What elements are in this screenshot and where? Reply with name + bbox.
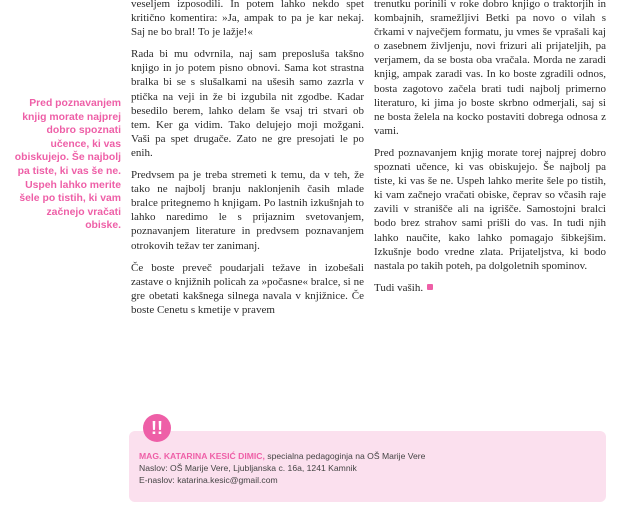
exclamation-icon: !!: [143, 414, 171, 442]
paragraph: Predvsem pa je treba stremeti k temu, da v teh, že tako ne najbolj branju naklonjenih časih mlade bralce pritegnemo h knjigam. Po lastnih izkušnjah to lahko naredimo le s prijaznim svetovanjem, poznavanjem literature in predvsem poznavanjem otrokovih težav ter zanimanj.: [131, 169, 364, 252]
closing-paragraph: [374, 281, 606, 295]
author-info: [139, 450, 599, 486]
author-role: specialna pedagoginja na OŠ Marije Vere: [264, 451, 426, 461]
author-line: [139, 450, 599, 462]
paragraph: Če boste preveč poudarjali težave in izobešali zastave o knjižnih policah za »počasne« bralce, si ne gre obetati kakšnega silnega navala v knjižnice. Če boste Cenetu s kmetije v pravem: [131, 261, 364, 316]
paragraph: Rada bi mu odvrnila, naj sam preposluša takšno knjigo in jo potem pisno obnovi. Sama kot strastna bralka bi se s slušalkami na ušesih samo zazrla v ptička na veji in že bi izgubila nit zgodbe. Kadar besedilo berem, lahko delam še vsaj tri stvari ob tem. Ker ga vidim. Tako delujejo moji možgani. Vaši pa spet drugače. Zato ne gre presojati le po enih.: [131, 48, 364, 159]
end-mark-icon: [427, 284, 433, 290]
article-column-2: [374, 0, 606, 303]
pull-quote: Pred poznavanjem knjig morate najprej dobro spoznati učence, ki vas obiskujejo. Še najbolj pa tiste, ki vas še ne. Uspeh lahko merite šele po tistih, ki vam začnejo vračati obiske.: [14, 98, 121, 232]
closing-text: Tudi vaših.: [374, 281, 424, 294]
paragraph: Pred poznavanjem knjig morate torej najprej dobro spoznati učence, ki vas obiskujejo. Še najbolj pa tiste, ki vas še ne. Uspeh lahko merite šele po tistih, ki vam začnejo vračati obiske, čeprav so včasih raje zavili v stranišče ali na igrišče. Samostojni bralci bodo brez strahov sami prišli do vas. In tudi njih lahko naučite, kako lahko pomagajo šibkejšim. Izkušnje bodo vredne zlata. Prijateljstva, ki bodo nastala po takih poteh, pa dolgoletnih spominov.: [374, 146, 606, 272]
author-address: Naslov: OŠ Marije Vere, Ljubljanska c. 16a, 1241 Kamnik: [139, 463, 357, 473]
paragraph: veseljem izposodili. In potem lahko nekdo spet kritično komentira: »Ja, ampak to pa je kar nekaj. Saj ne bo bral! To je lažje!«: [131, 0, 364, 39]
article-column-1: [131, 0, 364, 325]
author-email[interactable]: E-naslov: katarina.kesic@gmail.com: [139, 475, 278, 485]
author-name: MAG. KATARINA KESIĆ DIMIC,: [139, 451, 265, 461]
paragraph: trenutku porinili v roke dobro knjigo o traktorjih in kombajnih, sramežljivi Betki pa novo o vilah s črkami v največjem formatu, ju vmes še vprašali kaj o zasebnem življenju, novi frizuri ali prijateljih, pa verjamem, da se bosta oba vračala. Morda ne zaradi knjig, ampak zaradi vas. In ko boste zgradili odnos, bosta zagotovo začela brati tudi najbolj primerno literaturo, ki jima jo boste skrbno odmerjali, saj si ne bosta želela na kocko postaviti dobrega odnosa z vami.: [374, 0, 606, 137]
